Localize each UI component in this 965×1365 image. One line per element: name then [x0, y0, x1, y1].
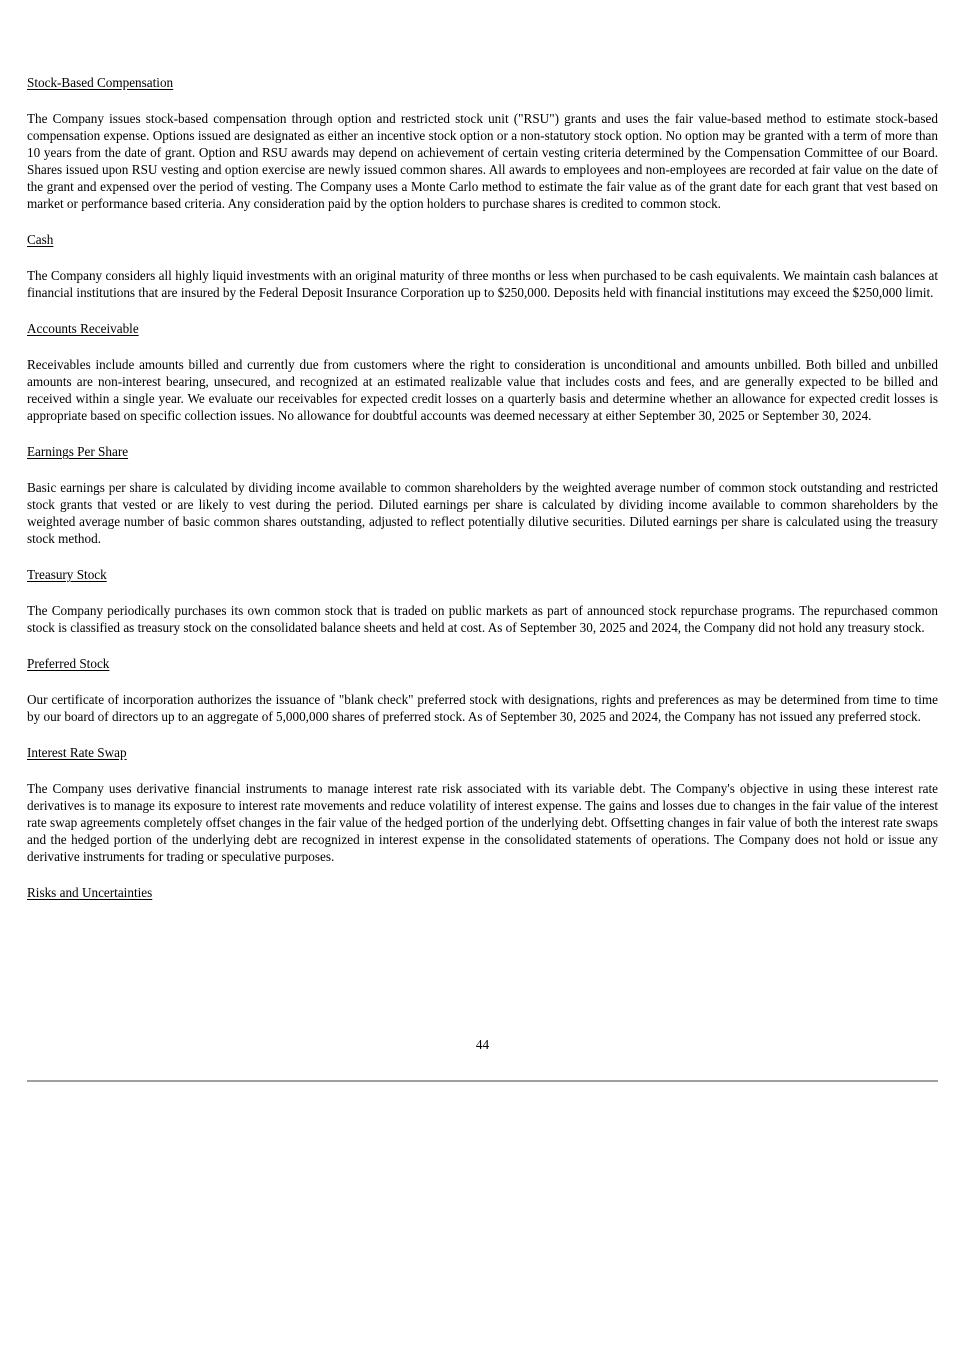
section-earnings-per-share [27, 443, 938, 547]
page-number: 44 [475, 1037, 490, 1052]
section-interest-rate-swap [27, 744, 938, 865]
document-page [27, 74, 938, 920]
section-heading: Earnings Per Share [27, 444, 129, 459]
section-heading: Accounts Receivable [27, 321, 139, 336]
section-heading: Preferred Stock [27, 656, 110, 671]
section-body: The Company issues stock-based compensation through option and restricted stock unit ("RSU") grants and uses the fair value-based method to estimate stock-based compensation expense. Options issued are designated as either an incentive stock option or a non-statutory stock option. No option may be granted with a term of more than 10 years from the date of grant. Option and RSU awards may depend on achievement of certain vesting criteria determined by the Compensation Committee of our Board. Shares issued upon RSU vesting and option exercise are newly issued common shares. All awards to employees and non-employees are recorded at fair value on the date of the grant and expensed over the period of vesting. The Company uses a Monte Carlo method to estimate the fair value as of the grant date for each grant that vest based on market or performance based criteria. Any consideration paid by the option holders to purchase shares is credited to common stock. [27, 111, 938, 211]
section-cash [27, 231, 938, 301]
section-body: The Company considers all highly liquid investments with an original maturity of three months or less when purchased to be cash equivalents. We maintain cash balances at financial institutions that are insured by the Federal Deposit Insurance Corporation up to $250,000. Deposits held with financial institutions may exceed the $250,000 limit. [27, 268, 938, 300]
section-preferred-stock [27, 655, 938, 725]
section-heading: Cash [27, 232, 54, 247]
section-heading: Stock-Based Compensation [27, 75, 174, 90]
section-body: Our certificate of incorporation authorizes the issuance of "blank check" preferred stock with designations, rights and preferences as may be determined from time to time by our board of directors up to an aggregate of 5,000,000 shares of preferred stock. As of September 30, 2025 and 2024, the Company has not issued any preferred stock. [27, 692, 938, 724]
section-body: Basic earnings per share is calculated by dividing income available to common shareholders by the weighted average number of common stock outstanding and restricted stock grants that vested or are likely to vest during the period. Diluted earnings per share is calculated by dividing income available to common shareholders by the weighted average number of basic common shares outstanding, adjusted to reflect potentially dilutive securities. Diluted earnings per share is calculated using the treasury stock method. [27, 480, 938, 546]
section-accounts-receivable [27, 320, 938, 424]
section-treasury-stock [27, 566, 938, 636]
section-body: The Company periodically purchases its own common stock that is traded on public markets as part of announced stock repurchase programs. The repurchased common stock is classified as treasury stock on the consolidated balance sheets and held at cost. As of September 30, 2025 and 2024, the Company did not hold any treasury stock. [27, 603, 938, 635]
section-heading: Interest Rate Swap [27, 745, 127, 760]
section-body: Receivables include amounts billed and currently due from customers where the right to consideration is unconditional and amounts unbilled. Both billed and unbilled amounts are non-interest bearing, unsecured, and recognized at an estimated realizable value that includes costs and fees, and are generally expected to be billed and received within a single year. We evaluate our receivables for expected credit losses on a quarterly basis and determine whether an allowance for expected credit losses is appropriate based on specific collection issues. No allowance for doubtful accounts was deemed necessary at either September 30, 2025 or September 30, 2024. [27, 357, 938, 423]
section-heading: Risks and Uncertainties [27, 885, 153, 900]
page-divider [27, 1080, 938, 1082]
section-risks-and-uncertainties [27, 884, 938, 901]
section-heading: Treasury Stock [27, 567, 107, 582]
section-stock-based-compensation [27, 74, 938, 212]
section-body: The Company uses derivative financial instruments to manage interest rate risk associated with its variable debt. The Company's objective in using these interest rate derivatives is to manage its exposure to interest rate movements and reduce volatility of interest expense. The gains and losses due to changes in the fair value of the interest rate swap agreements completely offset changes in the fair value of the hedged portion of the underlying debt. Offsetting changes in fair value of both the interest rate swaps and the hedged portion of the underlying debt are recognized in interest expense in the consolidated statements of operations. The Company does not hold or issue any derivative instruments for trading or speculative purposes. [27, 781, 938, 864]
